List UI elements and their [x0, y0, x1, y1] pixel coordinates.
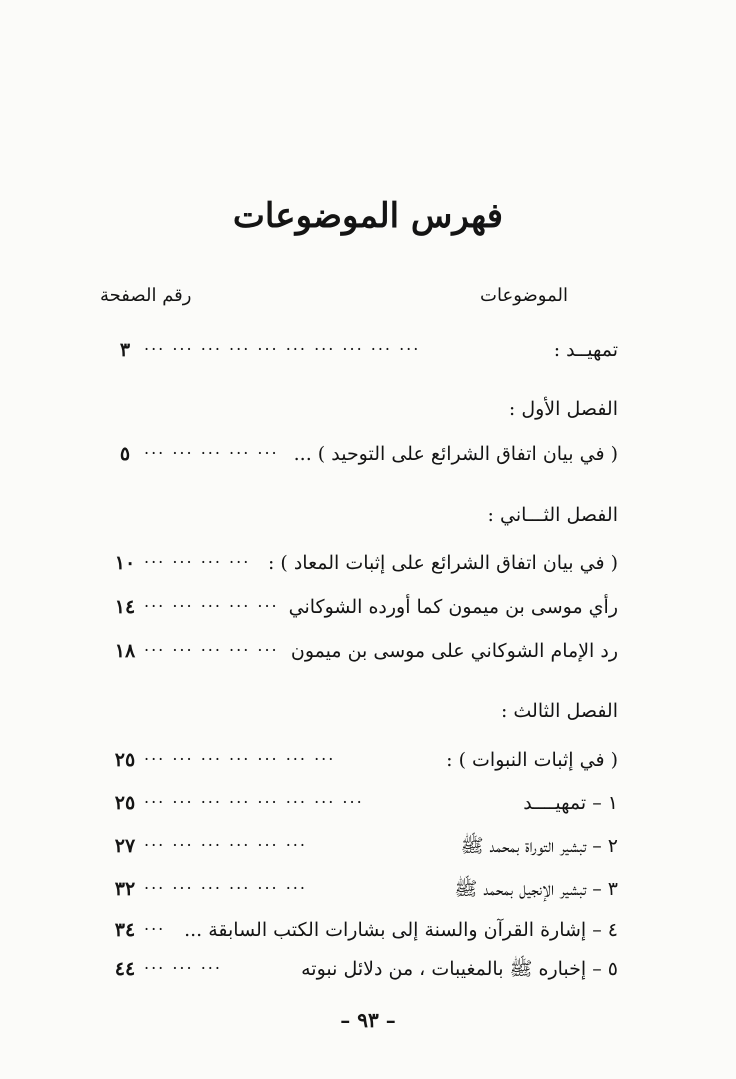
toc-entry-leader: ... ... ... ... ... ...	[144, 874, 307, 893]
toc-entry-text: ٥ – إخباره ﷺ بالمغيبات ، من دلائل نبوته	[301, 958, 618, 980]
toc-entry-text: رأي موسى بن ميمون كما أورده الشوكاني	[288, 596, 618, 618]
toc-entry-page: ٢٥	[114, 792, 136, 814]
toc-entry	[100, 913, 618, 947]
toc-entry-page: ٥	[119, 443, 131, 465]
chapter-heading	[100, 392, 618, 426]
toc-entry-leader: ... ... ... ... ... ... ...	[144, 745, 336, 764]
topics-column-header: الموضوعات	[480, 285, 568, 306]
toc-entry-leader: ... ... ...	[144, 954, 222, 973]
chapter-heading-text: الفصل الثـــاني :	[487, 504, 618, 526]
page-number-footer: – ٩٣ –	[340, 1008, 396, 1032]
toc-entry-page: ٤٤	[114, 958, 136, 980]
toc-entry-text: ( في بيان اتفاق الشرائع على إثبات المعاد ) :	[267, 552, 618, 574]
chapter-heading-text: الفصل الأول :	[508, 398, 618, 420]
toc-entry-leader: ...	[144, 915, 166, 934]
toc-entry-leader: ... ... ... ... ... ... ... ... ... ...	[144, 335, 421, 354]
page-title: فهرس الموضوعات	[232, 196, 504, 236]
toc-entry-text: ٢ – تبشير التوراة بمحمد ﷺ	[460, 835, 618, 857]
toc-entry	[100, 333, 618, 367]
toc-entry	[100, 872, 618, 906]
page-number-column-header: رقم الصفحة	[100, 285, 192, 306]
toc-entry	[100, 743, 618, 777]
toc-entry	[100, 952, 618, 986]
toc-entry	[100, 634, 618, 668]
chapter-heading	[100, 694, 618, 728]
toc-entry-page: ٣٤	[114, 919, 136, 941]
chapter-heading-text: الفصل الثالث :	[500, 700, 618, 722]
toc-entry-text: ٤ – إشارة القرآن والسنة إلى بشارات الكتب السابقة ...	[184, 919, 618, 941]
toc-entry	[100, 590, 618, 624]
toc-entry-leader: ... ... ... ... ...	[144, 592, 279, 611]
chapter-heading	[100, 498, 618, 532]
toc-entry-page: ٢٥	[114, 749, 136, 771]
toc-entry	[100, 786, 618, 820]
toc-entry-text: ١ – تمهيــــد	[523, 792, 618, 814]
toc-entry-leader: ... ... ... ... ... ...	[144, 831, 307, 850]
toc-entry-text: ( في إثبات النبوات ) :	[446, 749, 618, 771]
toc-entry-leader: ... ... ... ... ...	[144, 439, 279, 458]
toc-entry	[100, 437, 618, 471]
toc-entry-leader: ... ... ... ...	[144, 548, 251, 567]
toc-entry-leader: ... ... ... ... ... ... ... ...	[144, 788, 364, 807]
toc-entry-text: ٣ – تبشير الإنجيل بمحمد ﷺ	[454, 878, 618, 900]
toc-entry-page: ١٠	[114, 552, 136, 574]
toc-entry	[100, 829, 618, 863]
toc-entry-leader: ... ... ... ... ...	[144, 636, 279, 655]
toc-entry-text: رد الإمام الشوكاني على موسى بن ميمون	[290, 640, 618, 662]
toc-entry-text: تمهيــد :	[553, 339, 618, 361]
toc-entry-page: ١٨	[114, 640, 136, 662]
column-headers	[100, 285, 568, 315]
toc-entry-page: ٣	[119, 339, 131, 361]
toc-entry-page: ٢٧	[114, 835, 136, 857]
toc-entry-page: ٣٢	[114, 878, 136, 900]
toc-entry	[100, 546, 618, 580]
toc-entry-text: ( في بيان اتفاق الشرائع على التوحيد ) ...	[293, 443, 618, 465]
toc-entry-page: ١٤	[114, 596, 136, 618]
